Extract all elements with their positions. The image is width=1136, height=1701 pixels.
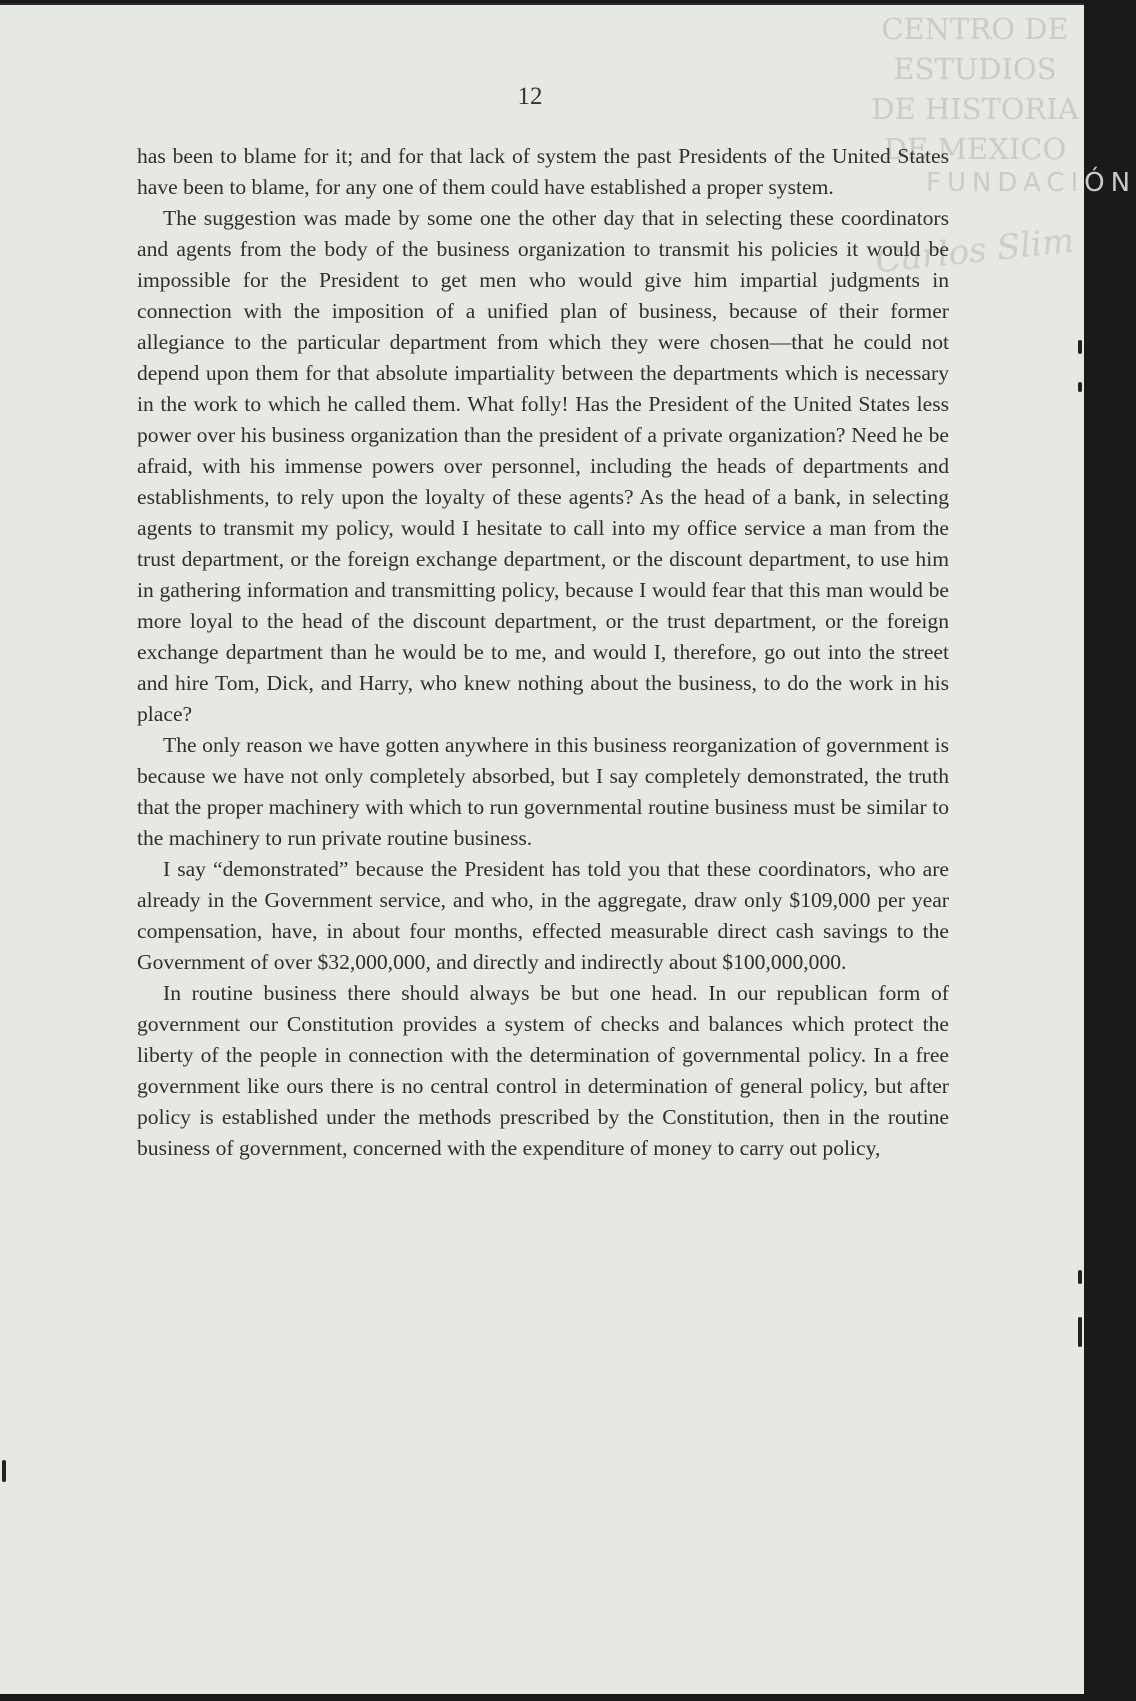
body-text: [137, 141, 949, 1164]
paragraph-2: The suggestion was made by some one the other day that in selecting these coordinators and agents from the body of the business organization to transmit his policies it would be impossible for the President to get men who would give him impartial judgments in connection with the imposition of a unified plan of business, because of their former allegiance to the particular department from which they were chosen—that he could not depend upon them for that absolute impartiality between the departments which is necessary in the work to which he called them. What folly! Has the President of the United States less power over his business organization than the president of a private organization? Need he be afraid, with his immense powers over personnel, including the heads of departments and establishments, to rely upon the loyalty of these agents? As the head of a bank, in selecting agents to transmit my policy, would I hesitate to call into my office service a man from the trust department, or the foreign exchange department, or the discount department, to use him in gathering information and transmitting policy, because I would fear that this man would be more loyal to the head of the discount department, or the trust department, or the foreign exchange department than he would be to me, and would I, therefore, go out into the street and hire Tom, Dick, and Harry, who knew nothing about the business, to do the work in his place?: [137, 206, 949, 726]
edge-mark: [1078, 340, 1082, 354]
edge-mark: [2, 1460, 6, 1482]
watermark-line-4: DE MEXICO: [883, 132, 1067, 166]
edge-mark: [1078, 1317, 1082, 1347]
document-page: [0, 3, 1136, 1694]
watermark-signature: Carlos Slim: [873, 220, 1076, 282]
edge-mark: [1078, 1270, 1082, 1284]
paragraph-1: has been to blame for it; and for that lack of system the past Presidents of the United States have been to blame, for any one of them could have established a proper system.: [137, 144, 949, 199]
watermark-line-5: FUNDACIÓN: [926, 168, 1136, 198]
watermark-line-1: CENTRO DE: [881, 12, 1069, 46]
paragraph-5: In routine business there should always be but one head. In our republican form of government our Constitution provides a system of checks and balances which protect the liberty of the people in connection with the determination of governmental policy. In a free government like ours there is no central control in determination of general policy, but after policy is established under the methods prescribed by the Constitution, then in the routine business of government, concerned with the expenditure of money to carry out policy,: [137, 981, 949, 1160]
paragraph-3: The only reason we have gotten anywhere in this business reorganization of government is because we have not only completely absorbed, but I say completely demonstrated, the truth that the proper machinery with which to run governmental routine business must be similar to the machinery to run private routine business.: [137, 733, 949, 850]
watermark-line-2: ESTUDIOS: [893, 52, 1057, 86]
paragraph-4: I say “demonstrated” because the President has told you that these coordinators, who are already in the Government service, and who, in the aggregate, draw only $109,000 per year compensation, have, in about four months, effected measurable direct cash savings to the Government of over $32,000,000, and directly and indirectly about $100,000,000.: [137, 857, 949, 974]
edge-mark: [1078, 382, 1082, 392]
page-number: 12: [517, 83, 543, 110]
watermark-line-3: DE HISTORIA: [871, 92, 1079, 126]
